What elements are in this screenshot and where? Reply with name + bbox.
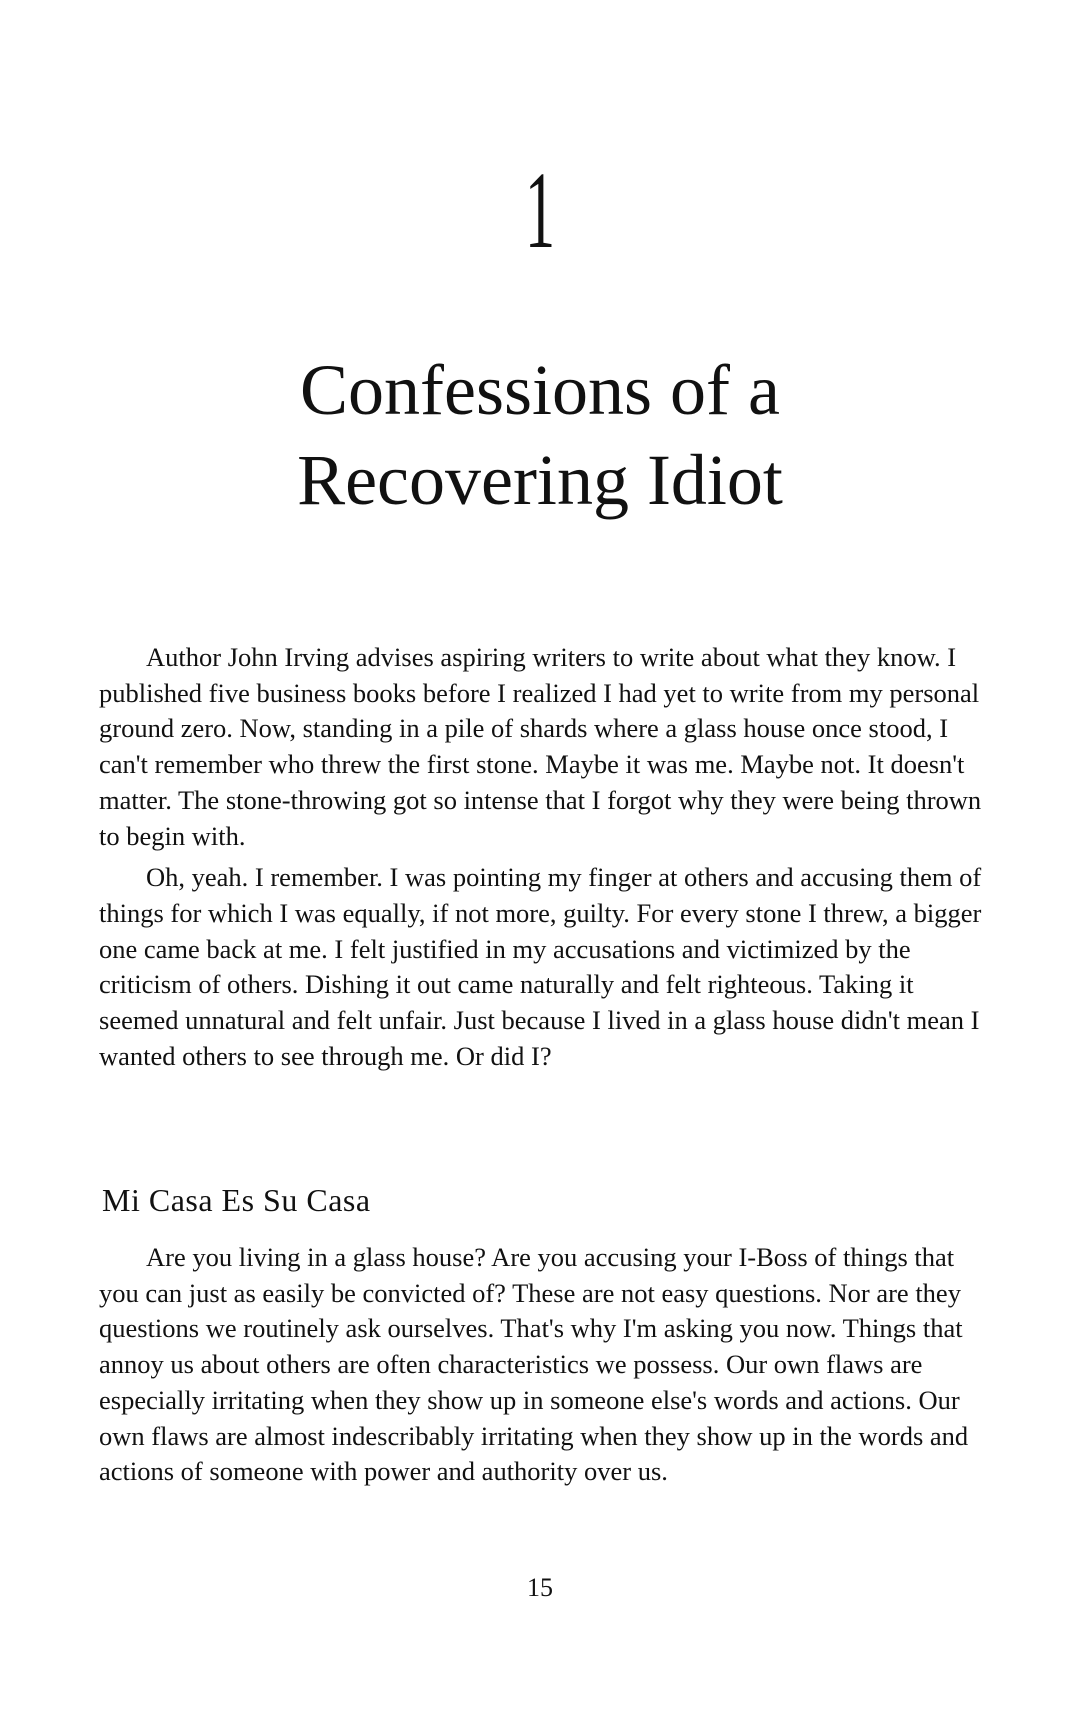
page-number: 15 <box>527 1573 553 1602</box>
chapter-number: 1 <box>524 149 556 271</box>
opening-body-text <box>99 640 983 1074</box>
paragraph-2: Oh, yeah. I remember. I was pointing my finger at others and accusing them of things for which I was equally, if not more, guilty. For every stone I threw, a bigger one came back at me. I felt justified in my accusations and victimized by the criticism of others. Dishing it out came naturally and felt righteous. Taking it seemed unnatural and felt unfair. Just because I lived in a glass house didn't mean I wanted others to see through me. Or did I? <box>99 862 982 1071</box>
section-heading: Mi Casa Es Su Casa <box>102 1182 371 1218</box>
chapter-title <box>0 345 1080 525</box>
section-paragraph-1: Are you living in a glass house? Are you accusing your I-Boss of things that you can just as easily be convicted of? These are not easy questions. Nor are they questions we routinely ask ourselves. That's why I'm asking you now. Things that annoy us about others are often characteristics we possess. Our own flaws are especially irritating when they show up in someone else's words and actions. Our own flaws are almost indescribably irritating when they show up in the words and actions of someone with power and authority over us. <box>99 1242 969 1487</box>
paragraph-1: Author John Irving advises aspiring writers to write about what they know. I published five business books before I realized I had yet to write from my personal ground zero. Now, standing in a pile of shards where a glass house once stood, I can't remember who threw the first stone. Maybe it was me. Maybe not. It doesn't matter. The stone-throwing got so intense that I forgot why they were being thrown to begin with. <box>99 642 982 851</box>
chapter-title-line-1: Confessions of a <box>300 350 780 430</box>
section-body-text <box>99 1240 983 1490</box>
chapter-title-line-2: Recovering Idiot <box>297 440 783 520</box>
